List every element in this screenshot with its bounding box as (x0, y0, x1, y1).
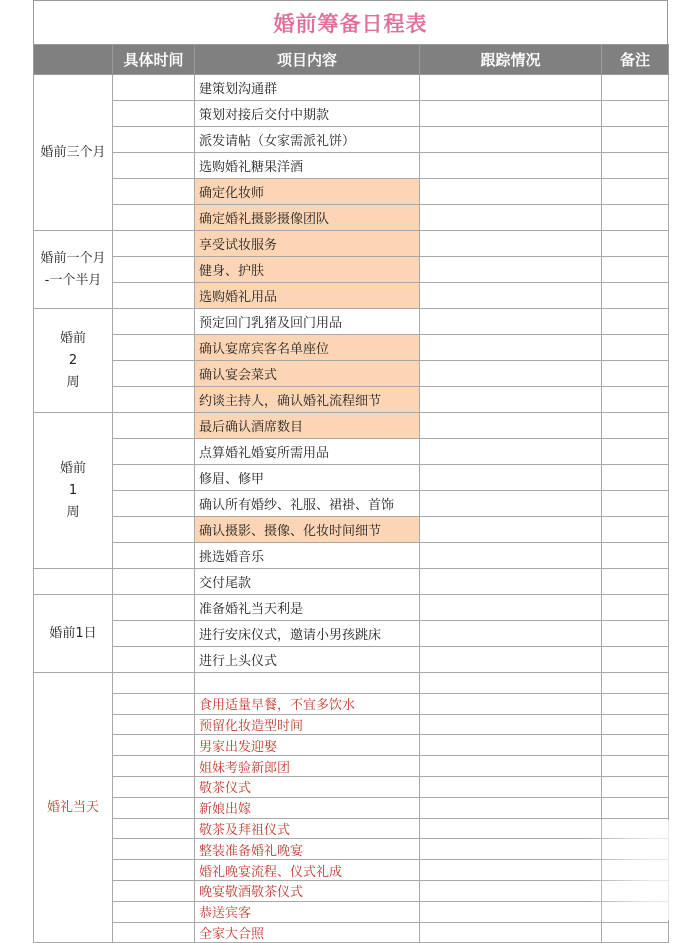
time-cell[interactable] (113, 839, 195, 860)
time-cell[interactable] (113, 517, 195, 543)
note-cell[interactable] (602, 595, 669, 621)
tracking-cell[interactable] (420, 335, 602, 361)
table-row (34, 818, 669, 839)
time-cell[interactable] (113, 569, 195, 595)
note-cell[interactable] (602, 361, 669, 387)
note-cell[interactable] (602, 205, 669, 231)
note-cell[interactable] (602, 714, 669, 735)
item-cell: 建策划沟通群 (195, 75, 420, 101)
table-row (34, 205, 669, 231)
time-cell[interactable] (113, 231, 195, 257)
item-cell: 交付尾款 (195, 569, 420, 595)
note-cell[interactable] (602, 309, 669, 335)
tracking-cell[interactable] (420, 839, 602, 860)
stage-cell (34, 673, 113, 943)
tracking-cell[interactable] (420, 257, 602, 283)
item-cell (195, 673, 420, 694)
table-row (34, 309, 669, 335)
item-cell: 选购婚礼用品 (195, 283, 420, 309)
note-cell[interactable] (602, 387, 669, 413)
stage-cell (34, 75, 113, 231)
tracking-cell[interactable] (420, 756, 602, 777)
time-cell[interactable] (113, 673, 195, 694)
item-cell: 修眉、修甲 (195, 465, 420, 491)
tracking-cell[interactable] (420, 776, 602, 797)
note-cell[interactable] (602, 922, 669, 943)
item-cell: 晚宴敬酒敬茶仪式 (195, 880, 420, 901)
stage-cell (34, 413, 113, 569)
tracking-cell[interactable] (420, 517, 602, 543)
table-row (34, 621, 669, 647)
tracking-cell[interactable] (420, 735, 602, 756)
item-cell: 确定化妆师 (195, 179, 420, 205)
tracking-cell[interactable] (420, 543, 602, 569)
item-cell: 享受试妆服务 (195, 231, 420, 257)
time-cell[interactable] (113, 797, 195, 818)
stage-label-line: 2 (68, 352, 78, 368)
note-cell[interactable] (602, 153, 669, 179)
item-cell: 整装准备婚礼晚宴 (195, 839, 420, 860)
table-row (34, 75, 669, 101)
table-row (34, 647, 669, 673)
time-cell[interactable] (113, 387, 195, 413)
item-cell: 策划对接后交付中期款 (195, 101, 420, 127)
schedule-body (34, 75, 669, 943)
tracking-cell[interactable] (420, 714, 602, 735)
time-cell[interactable] (113, 901, 195, 922)
time-cell[interactable] (113, 335, 195, 361)
item-cell: 确认所有婚纱、礼服、裙褂、首饰 (195, 491, 420, 517)
item-cell: 派发请帖（女家需派礼饼） (195, 127, 420, 153)
item-cell: 进行上头仪式 (195, 647, 420, 673)
tracking-cell[interactable] (420, 413, 602, 439)
tracking-cell[interactable] (420, 465, 602, 491)
table-row (34, 839, 669, 860)
note-cell[interactable] (602, 517, 669, 543)
time-cell[interactable] (113, 693, 195, 714)
item-cell: 挑选婚音乐 (195, 543, 420, 569)
item-cell: 选购婚礼糖果洋酒 (195, 153, 420, 179)
time-cell[interactable] (113, 205, 195, 231)
time-cell[interactable] (113, 309, 195, 335)
header-time: 具体时间 (113, 45, 195, 75)
time-cell[interactable] (113, 543, 195, 569)
header-note: 备注 (602, 45, 669, 75)
note-cell[interactable] (602, 231, 669, 257)
stage-label-line: -一个半月 (44, 272, 102, 288)
time-cell[interactable] (113, 860, 195, 881)
item-cell: 敬茶及拜祖仪式 (195, 818, 420, 839)
schedule-table (33, 44, 669, 943)
time-cell[interactable] (113, 491, 195, 517)
note-cell[interactable] (602, 439, 669, 465)
note-cell[interactable] (602, 839, 669, 860)
time-cell[interactable] (113, 439, 195, 465)
tracking-cell[interactable] (420, 880, 602, 901)
item-cell: 点算婚礼婚宴所需用品 (195, 439, 420, 465)
table-row (34, 127, 669, 153)
tracking-cell[interactable] (420, 901, 602, 922)
note-cell[interactable] (602, 413, 669, 439)
time-cell[interactable] (113, 127, 195, 153)
time-cell[interactable] (113, 101, 195, 127)
item-cell: 男家出发迎娶 (195, 735, 420, 756)
time-cell[interactable] (113, 714, 195, 735)
tracking-cell[interactable] (420, 922, 602, 943)
note-cell[interactable] (602, 901, 669, 922)
table-row (34, 153, 669, 179)
time-cell[interactable] (113, 818, 195, 839)
tracking-cell[interactable] (420, 818, 602, 839)
time-cell[interactable] (113, 756, 195, 777)
table-row (34, 569, 669, 595)
note-cell[interactable] (602, 257, 669, 283)
table-row (34, 543, 669, 569)
table-row (34, 901, 669, 922)
table-row (34, 413, 669, 439)
stage-cell (34, 569, 113, 595)
item-cell: 恭送宾客 (195, 901, 420, 922)
time-cell[interactable] (113, 922, 195, 943)
time-cell[interactable] (113, 283, 195, 309)
item-cell: 健身、护肤 (195, 257, 420, 283)
note-cell[interactable] (602, 621, 669, 647)
time-cell[interactable] (113, 647, 195, 673)
item-cell: 姐妹考验新郎团 (195, 756, 420, 777)
note-cell[interactable] (602, 880, 669, 901)
time-cell[interactable] (113, 735, 195, 756)
tracking-cell[interactable] (420, 860, 602, 881)
tracking-cell[interactable] (420, 283, 602, 309)
note-cell[interactable] (602, 283, 669, 309)
table-row (34, 797, 669, 818)
table-row (34, 693, 669, 714)
time-cell[interactable] (113, 465, 195, 491)
tracking-cell[interactable] (420, 491, 602, 517)
tracking-cell[interactable] (420, 387, 602, 413)
title-bar (33, 0, 668, 44)
note-cell[interactable] (602, 797, 669, 818)
item-cell: 确定婚礼摄影摄像团队 (195, 205, 420, 231)
schedule-sheet (33, 0, 668, 943)
table-row (34, 465, 669, 491)
note-cell[interactable] (602, 818, 669, 839)
note-cell[interactable] (602, 647, 669, 673)
item-cell: 婚礼晚宴流程、仪式礼成 (195, 860, 420, 881)
table-row (34, 735, 669, 756)
note-cell[interactable] (602, 491, 669, 517)
note-cell[interactable] (602, 543, 669, 569)
note-cell[interactable] (602, 569, 669, 595)
table-row (34, 361, 669, 387)
stage-label-line: 婚前 (59, 460, 86, 476)
item-cell: 敬茶仪式 (195, 776, 420, 797)
table-row (34, 439, 669, 465)
item-cell: 预留化妆造型时间 (195, 714, 420, 735)
tracking-cell[interactable] (420, 647, 602, 673)
tracking-cell[interactable] (420, 231, 602, 257)
stage-label-line: 婚礼当天 (46, 799, 99, 815)
table-row (34, 335, 669, 361)
stage-label-line: 周 (66, 374, 80, 390)
note-cell[interactable] (602, 465, 669, 491)
note-cell[interactable] (602, 179, 669, 205)
time-cell[interactable] (113, 179, 195, 205)
tracking-cell[interactable] (420, 569, 602, 595)
header-row (34, 45, 669, 75)
table-row (34, 101, 669, 127)
time-cell[interactable] (113, 595, 195, 621)
note-cell[interactable] (602, 693, 669, 714)
note-cell[interactable] (602, 335, 669, 361)
tracking-cell[interactable] (420, 439, 602, 465)
item-cell: 最后确认酒席数目 (195, 413, 420, 439)
stage-label-line: 婚前 (59, 330, 86, 346)
time-cell[interactable] (113, 413, 195, 439)
note-cell[interactable] (602, 673, 669, 694)
tracking-cell[interactable] (420, 153, 602, 179)
item-cell: 进行安床仪式，邀请小男孩跳床 (195, 621, 420, 647)
tracking-cell[interactable] (420, 595, 602, 621)
item-cell: 确认宴会菜式 (195, 361, 420, 387)
table-row (34, 283, 669, 309)
tracking-cell[interactable] (420, 361, 602, 387)
stage-label-line: 1 (68, 482, 78, 498)
stage-cell (34, 595, 113, 673)
table-row (34, 673, 669, 694)
header-item: 项目内容 (195, 45, 420, 75)
table-row (34, 860, 669, 881)
header-stage (34, 45, 113, 75)
table-row (34, 756, 669, 777)
table-row (34, 776, 669, 797)
table-row (34, 179, 669, 205)
note-cell[interactable] (602, 756, 669, 777)
tracking-cell[interactable] (420, 309, 602, 335)
table-row (34, 517, 669, 543)
tracking-cell[interactable] (420, 693, 602, 714)
header-tracking: 跟踪情况 (420, 45, 602, 75)
table-row (34, 387, 669, 413)
time-cell[interactable] (113, 621, 195, 647)
time-cell[interactable] (113, 776, 195, 797)
item-cell: 确认宴席宾客名单座位 (195, 335, 420, 361)
table-row (34, 880, 669, 901)
stage-label-line: 周 (66, 504, 80, 520)
note-cell[interactable] (602, 860, 669, 881)
item-cell: 准备婚礼当天利是 (195, 595, 420, 621)
item-cell: 全家大合照 (195, 922, 420, 943)
table-row (34, 257, 669, 283)
tracking-cell[interactable] (420, 127, 602, 153)
time-cell[interactable] (113, 153, 195, 179)
table-row (34, 714, 669, 735)
page-title: 婚前筹备日程表 (273, 11, 428, 36)
stage-label-line: 婚前1日 (49, 625, 97, 641)
note-cell[interactable] (602, 101, 669, 127)
tracking-cell[interactable] (420, 673, 602, 694)
item-cell: 预定回门乳猪及回门用品 (195, 309, 420, 335)
item-cell: 确认摄影、摄像、化妆时间细节 (195, 517, 420, 543)
table-row (34, 922, 669, 943)
time-cell[interactable] (113, 75, 195, 101)
tracking-cell[interactable] (420, 101, 602, 127)
note-cell[interactable] (602, 735, 669, 756)
note-cell[interactable] (602, 127, 669, 153)
table-row (34, 231, 669, 257)
note-cell[interactable] (602, 75, 669, 101)
note-cell[interactable] (602, 776, 669, 797)
stage-cell (34, 309, 113, 413)
tracking-cell[interactable] (420, 75, 602, 101)
time-cell[interactable] (113, 257, 195, 283)
time-cell[interactable] (113, 880, 195, 901)
stage-label-line: 婚前三个月 (40, 144, 106, 160)
table-row (34, 491, 669, 517)
tracking-cell[interactable] (420, 179, 602, 205)
table-row (34, 595, 669, 621)
item-cell: 食用适量早餐，不宜多饮水 (195, 693, 420, 714)
time-cell[interactable] (113, 361, 195, 387)
stage-cell (34, 231, 113, 309)
tracking-cell[interactable] (420, 797, 602, 818)
item-cell: 约谈主持人，确认婚礼流程细节 (195, 387, 420, 413)
tracking-cell[interactable] (420, 621, 602, 647)
tracking-cell[interactable] (420, 205, 602, 231)
item-cell: 新娘出嫁 (195, 797, 420, 818)
stage-label-line: 婚前一个月 (40, 250, 106, 266)
